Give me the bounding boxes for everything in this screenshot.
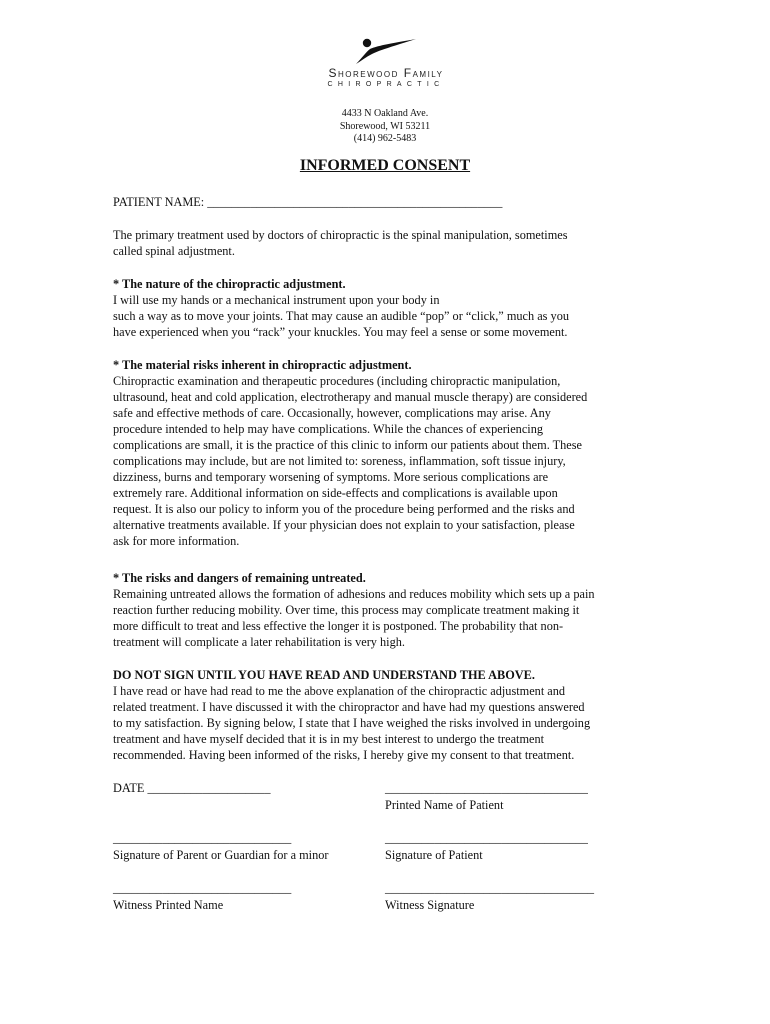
section2-line: complications may include, but are not limited to: soreness, inflammation, soft tissue injury,: [113, 454, 566, 468]
section2-line: request. It is also our policy to inform you of the procedure being performed and the risks and: [113, 502, 575, 516]
section1-line: such a way as to move your joints. That may cause an audible “pop” or “click,” much as you: [113, 309, 569, 323]
section1-line: I will use my hands or a mechanical instrument upon your body in: [113, 293, 440, 307]
address-phone: (414) 962-5483: [353, 133, 417, 144]
section-heading-untreated: * The risks and dangers of remaining untreated.: [113, 571, 366, 585]
section2-line: extremely rare. Additional information on side-effects and complications is available upon: [113, 486, 558, 500]
section4-line: I have read or have had read to me the above explanation of the chiropractic adjustment and: [113, 684, 566, 698]
witness-printed-name-label: Witness Printed Name: [113, 898, 224, 912]
date-field[interactable]: DATE ____________________: [113, 781, 271, 795]
section3-line: Remaining untreated allows the formation of adhesions and reduces mobility which sets up a pain: [113, 587, 595, 601]
section2-line: safe and effective methods of care. Occasionally, however, complications may arise. Any: [113, 406, 551, 420]
section2-line: complications are small, it is the practice of this clinic to inform our patients about them. These: [113, 438, 582, 452]
intro-line: called spinal adjustment.: [113, 244, 235, 258]
section1-line: have experienced when you “rack” your knuckles. You may feel a sense or some movement.: [113, 325, 568, 339]
section2-line: procedure intended to help may have complications. While the chances of experiencing: [113, 422, 544, 436]
section-heading-nature: * The nature of the chiropractic adjustment.: [113, 277, 346, 291]
section4-line: treatment and have myself decided that it is in my best interest to undergo the treatment: [113, 732, 545, 746]
clinic-subtitle: CHIROPRACTIC: [327, 81, 445, 88]
patient-signature-field[interactable]: _________________________________: [385, 831, 588, 845]
address-street: 4433 N Oakland Ave.: [341, 108, 429, 119]
section3-line: treatment will complicate a later rehabilitation is very high.: [113, 635, 405, 649]
patient-signature-label: Signature of Patient: [385, 848, 483, 862]
section-heading-do-not-sign: DO NOT SIGN UNTIL YOU HAVE READ AND UNDERSTAND THE ABOVE.: [113, 668, 535, 682]
address-city: Shorewood, WI 53211: [339, 121, 431, 132]
section3-line: more difficult to treat and less effective the longer it is postponed. The probability that non-: [113, 619, 564, 633]
printed-name-patient-field[interactable]: _________________________________: [385, 781, 588, 795]
figure-swoosh-icon: [354, 38, 418, 66]
section2-line: dizziness, burns and temporary worsening of symptoms. More serious complications are: [113, 470, 549, 484]
section3-line: reaction further reducing mobility. Over time, this process may complicate treatment making it: [113, 603, 580, 617]
section4-line: recommended. Having been informed of the risks, I hereby give my consent to that treatment.: [113, 748, 575, 762]
section2-line: Chiropractic examination and therapeutic procedures (including chiropractic manipulation,: [113, 374, 561, 388]
section2-line: ultrasound, heat and cold application, electrotherapy and manual muscle therapy) are considered: [113, 390, 588, 404]
guardian-signature-label: Signature of Parent or Guardian for a minor: [113, 848, 329, 862]
witness-signature-field[interactable]: __________________________________: [385, 881, 595, 895]
section4-line: to my satisfaction. By signing below, I state that I have weighed the risks involved in undergoing: [113, 716, 591, 730]
section2-line: ask for more information.: [113, 534, 240, 548]
section2-line: alternative treatments available. If your physician does not explain to your satisfaction, please: [113, 518, 575, 532]
witness-printed-name-field[interactable]: _____________________________: [113, 881, 292, 895]
witness-signature-label: Witness Signature: [385, 898, 475, 912]
section4-line: related treatment. I have discussed it with the chiropractor and have had my questions answered: [113, 700, 585, 714]
guardian-signature-field[interactable]: _____________________________: [113, 831, 292, 845]
patient-name-field[interactable]: PATIENT NAME: ________________________________________________: [113, 195, 503, 209]
section-heading-risks: * The material risks inherent in chiropractic adjustment.: [113, 358, 412, 372]
printed-name-patient-label: Printed Name of Patient: [385, 798, 504, 812]
page-title: INFORMED CONSENT: [299, 157, 471, 174]
clinic-name: Shorewood Family: [328, 66, 444, 80]
clinic-logo: [318, 38, 454, 90]
intro-line: The primary treatment used by doctors of chiropractic is the spinal manipulation, sometimes: [113, 228, 568, 242]
